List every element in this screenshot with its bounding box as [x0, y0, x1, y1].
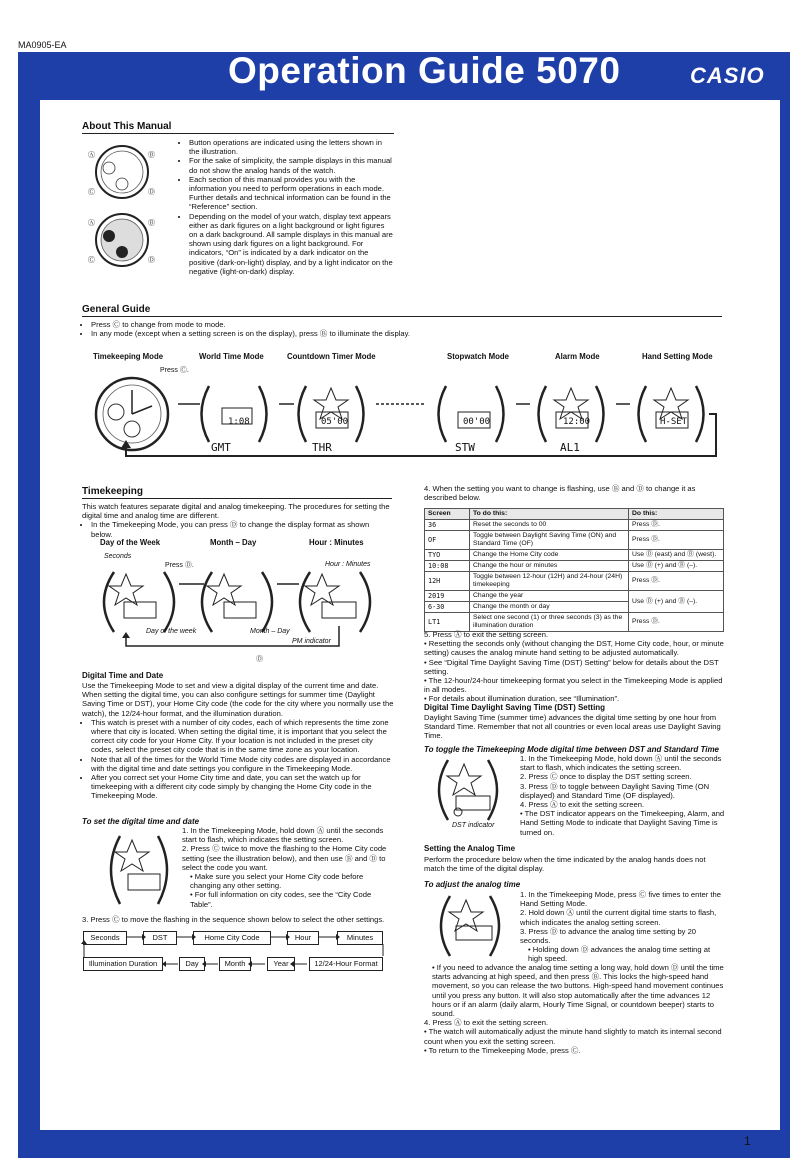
hour-minutes-caption: Hour : Minutes	[325, 561, 371, 568]
month-day-watch-icon	[202, 572, 272, 632]
step4-text: 4. When the setting you want to change is flashing, use Ⓑ and Ⓓ to change it as described below.	[424, 484, 696, 503]
flow-arrows	[80, 930, 390, 972]
format-label-day: Day of the Week	[100, 538, 161, 547]
flow-minutes: Minutes	[337, 931, 383, 945]
svg-text:Ⓐ: Ⓐ	[88, 151, 95, 159]
display-gmt: GMT	[211, 441, 231, 454]
flow-illumination: Illumination Duration	[83, 957, 163, 971]
timekeeping-rule	[82, 498, 392, 499]
toggle-step: 3. Press Ⓓ to toggle between Daylight Saving Time (ON displayed) and Standard Time (OF displayed).	[520, 781, 710, 800]
alarm-watch-icon	[539, 386, 604, 442]
general-item: • In any mode (except when a setting screen is on the display), press Ⓑ to illuminate the display.	[91, 329, 722, 338]
toggle-dst-steps	[520, 754, 726, 837]
after-table-list	[424, 630, 724, 704]
adjust-analog-watch-icon	[430, 892, 510, 960]
flow-seconds: Seconds	[83, 931, 127, 945]
about-item: • For the sake of simplicity, the sample displays in this manual do not show the analog hands of the watch.	[189, 156, 394, 174]
toggle-step: 4. Press Ⓐ to exit the setting screen.	[520, 800, 645, 810]
day-of-week-watch-icon	[104, 572, 174, 632]
format-label-hour-minutes: Hour : Minutes	[309, 538, 364, 547]
step3-text: 3. Press Ⓒ to move the flashing in the sequence shown below to select the other settings.	[82, 915, 385, 924]
countdown-watch-icon	[299, 386, 364, 442]
after-item: • Resetting the seconds only (without changing the DST, Home City code, hour, or minute setting) causes the analog minute hand setting to be adjusted automatically.	[424, 639, 724, 658]
day-of-week-caption: Day of the week	[146, 628, 197, 635]
flow-year: Year	[267, 957, 295, 971]
about-heading: About This Manual	[82, 121, 172, 132]
adjust-item: 4. Press Ⓐ to exit the setting screen.	[424, 1018, 549, 1028]
timekeeping-heading: Timekeeping	[82, 486, 143, 497]
seconds-caption: Seconds	[104, 553, 132, 560]
document-code: MA0905-EA	[18, 40, 67, 50]
toggle-step: 1. In the Timekeeping Mode, hold down Ⓐ until the seconds start to flash, which indicates the setting screen.	[520, 754, 722, 773]
about-item: • Button operations are indicated using the letters shown in the illustration.	[189, 138, 394, 156]
press-d-caption: Press Ⓓ.	[165, 562, 194, 569]
display-world-time: 1:08	[228, 417, 250, 427]
column-header: Do this:	[629, 509, 724, 520]
world-time-watch-icon	[202, 386, 267, 442]
set-step: 1. In the Timekeeping Mode, hold down Ⓐ until the seconds start to flash, which indicates the setting screen.	[182, 826, 384, 845]
dst-indicator-caption: DST indicator	[452, 822, 495, 829]
flow-day: Day	[179, 957, 205, 971]
table-row: LT1 Select one second (1) or three seconds (3) as the illumination duration Press Ⓓ.	[425, 613, 724, 632]
display-stopwatch: 00'00	[463, 417, 491, 427]
digital-time-item: • This watch is preset with a number of city codes, each of which represents the time zone where that city is located. When setting the digital time, it is important that you select the correct city code for your Home City. If your location is not included in the preset city codes, select the preset city code that is in the same time zone as your location.	[91, 718, 394, 755]
mode-label-stopwatch: Stopwatch Mode	[447, 352, 509, 361]
adjust-step-note: • Holding down Ⓓ advances the analog time setting at high speed.	[528, 945, 711, 964]
adjust-item: • The watch will automatically adjust the minute hand slightly to match its internal second count when you exit the setting screen.	[424, 1027, 722, 1046]
set-step: 2. Press Ⓒ twice to move the flashing to the Home City code setting (see the illustration below), and then use Ⓑ and Ⓓ to select the code you want.	[182, 844, 387, 872]
display-alarm: 12:00	[563, 417, 591, 427]
svg-text:Ⓓ: Ⓓ	[148, 188, 155, 196]
after-item: • For details about illumination duration, see “Illumination”.	[424, 694, 620, 704]
page-number: 1	[744, 1134, 751, 1148]
column-header: Screen	[425, 509, 470, 520]
after-item: 5. Press Ⓐ to exit the setting screen.	[424, 630, 549, 639]
dst-body: Daylight Saving Time (summer time) advances the digital time setting by one hour from Standard Time. Remember that not all countries or even local areas use Daylight Saving Time.	[424, 713, 721, 741]
set-step-note: • Make sure you select your Home City code before changing any other setting.	[190, 872, 364, 891]
display-stw: STW	[455, 441, 475, 454]
month-day-caption: Month – Day	[250, 628, 290, 635]
mode-label-countdown: Countdown Timer Mode	[287, 352, 376, 361]
flow-home-city: Home City Code	[193, 931, 271, 945]
timekeeping-watch-icon	[96, 378, 168, 450]
adjust-item: • If you need to advance the analog time setting a long way, hold down Ⓓ until the time starts advancing at high speed, and then press Ⓑ. This locks the high-speed hand movement, so you can release the two buttons. High-speed hand movement continues until you press any button. It will also stop automatically after the time advances 12 hours or if an alarm (daily alarm, Hourly Time Signal, or countdown beeper) starts to sound.	[432, 963, 724, 1019]
display-format-diagram	[84, 566, 394, 652]
svg-text:Ⓒ: Ⓒ	[88, 256, 95, 264]
settings-table	[424, 508, 724, 632]
table-row: 10:08 Change the hour or minutes Use Ⓓ (+) and Ⓑ (–).	[425, 561, 724, 572]
mode-label-world-time: World Time Mode	[199, 352, 264, 361]
press-c-label: Press Ⓒ.	[160, 367, 189, 374]
mode-label-timekeeping: Timekeeping Mode	[93, 352, 164, 361]
pm-indicator-caption: PM indicator	[292, 638, 331, 645]
dst-watch-icon	[428, 756, 508, 826]
adjust-step: 2. Hold down Ⓐ until the current digital time starts to flash, which indicates the analog setting screen.	[520, 908, 717, 927]
d-button-label: Ⓓ	[256, 656, 263, 663]
digital-time-heading: Digital Time and Date	[82, 671, 164, 680]
flow-month: Month	[219, 957, 251, 971]
format-label-month-day: Month – Day	[210, 538, 257, 547]
set-digital-watch-icon	[100, 830, 178, 910]
display-al1: AL1	[560, 441, 580, 454]
toggle-step: • The DST indicator appears on the Timekeeping, Alarm, and Hand Setting Mode to indicate that Daylight Saving Time is turned on.	[520, 809, 725, 837]
page-title: Operation Guide 5070	[228, 50, 621, 91]
after-item: • See “Digital Time Daylight Saving Time (DST) Setting” below for details about the DST setting.	[424, 657, 719, 676]
toggle-dst-heading: To toggle the Timekeeping Mode digital time between DST and Standard Time	[424, 745, 719, 754]
adjust-step: 1. In the Timekeeping Mode, press Ⓒ five times to enter the Hand Setting Mode.	[520, 890, 721, 909]
adjust-step: 3. Press Ⓓ to advance the analog time setting by 20 seconds.	[520, 926, 697, 946]
table-row: 2019 Change the year Use Ⓓ (+) and Ⓑ (–).	[425, 591, 724, 602]
svg-text:Ⓓ: Ⓓ	[148, 256, 155, 264]
hand-setting-watch-icon	[639, 386, 704, 442]
about-watch-illustrations	[84, 140, 160, 274]
general-rule	[82, 316, 722, 317]
flow-dst: DST	[143, 931, 177, 945]
set-digital-steps	[182, 826, 394, 909]
hour-minutes-watch-icon	[300, 572, 370, 632]
about-item: • Each section of this manual provides you with the information you need to perform operations in each mode. Further details and technical information can be found in the “Reference” section.	[189, 175, 394, 212]
analog-body: Perform the procedure below when the time indicated by the analog hands does not match the time of the digital display.	[424, 855, 706, 874]
table-row: TYO Change the Home City code Use Ⓓ (east) and Ⓑ (west).	[425, 550, 724, 561]
display-thr: THR	[312, 441, 332, 454]
timekeeping-intro	[82, 502, 392, 539]
adjust-analog-heading: To adjust the analog time	[424, 880, 521, 889]
adjust-analog-steps	[520, 890, 726, 964]
timekeeping-intro-text: This watch features separate digital and analog timekeeping. The procedures for setting the digital time and analog time are different.	[82, 502, 390, 521]
digital-time-item: • After you correct set your Home City time and date, you can set the watch up for timekeeping with a different city code simply by changing the Home City code in the Timekeeping Mode.	[91, 773, 394, 801]
analog-heading: Setting the Analog Time	[424, 844, 516, 853]
timekeeping-intro-item: • In the Timekeeping Mode, you can press Ⓓ to change the display format as shown below.	[91, 520, 392, 538]
brand-logo: CASIO	[690, 63, 765, 88]
digital-time-item: • Note that all of the times for the World Time Mode city codes are displayed in accordance with the digital time and date settings you configure in the Timekeeping Mode.	[91, 755, 394, 773]
flow-hour: Hour	[287, 931, 319, 945]
table-row: 6-30 Change the month or day	[425, 602, 724, 613]
toggle-step: 2. Press Ⓒ once to display the DST setting screen.	[520, 772, 692, 782]
general-list	[82, 320, 722, 338]
display-hset: H-SET	[660, 417, 688, 427]
about-list	[180, 138, 394, 276]
table-row: 12H Toggle between 12-hour (12H) and 24-hour (24H) timekeeping Press Ⓓ.	[425, 572, 724, 591]
flow-12-24: 12/24-Hour Format	[309, 957, 383, 971]
after-item: • The 12-hour/24-hour timekeeping format you select in the Timekeeping Mode is applied in all modes.	[424, 676, 723, 695]
dst-heading: Digital Time Daylight Saving Time (DST) Setting	[424, 703, 606, 712]
stopwatch-watch-icon	[439, 386, 504, 442]
table-row: 36 Reset the seconds to 00 Press Ⓓ.	[425, 520, 724, 531]
display-countdown: 05'00	[321, 417, 349, 427]
adjust-item: • To return to the Timekeeping Mode, press Ⓒ.	[424, 1045, 581, 1055]
set-step-note: • For full information on city codes, see the “City Code Table”.	[190, 890, 372, 909]
watch-positive-icon	[88, 146, 155, 198]
svg-text:Ⓑ: Ⓑ	[148, 151, 155, 159]
svg-text:Ⓑ: Ⓑ	[148, 219, 155, 227]
adjust-analog-list	[424, 963, 726, 1055]
digital-time-text: Use the Timekeeping Mode to set and view a digital display of the current time and date. When setting the digital time, you can also configure settings for summer time (Daylight Saving Time or DST), your Home City code (the code for the city where you normally use the watch), the 12/24-hour format, and the illumination duration.	[82, 681, 394, 718]
svg-text:Ⓒ: Ⓒ	[88, 188, 95, 196]
table-row: OF Toggle between Daylight Saving Time (ON) and Standard Time (OF) Press Ⓓ.	[425, 531, 724, 550]
watch-negative-icon	[88, 214, 155, 266]
set-digital-heading: To set the digital time and date	[82, 817, 200, 826]
about-rule	[82, 133, 394, 134]
about-item: • Depending on the model of your watch, display text appears either as dark figures on a light background or light figures on a dark background. All sample displays in this manual are shown using dark figures on a light background. For indicators, “On” is indicated by a dark indicator on the positive (dark-on-light) display, and by a light indicator on the negative (light-on-dark) display.	[189, 212, 394, 276]
general-item: • Press Ⓒ to change from mode to mode.	[91, 320, 722, 329]
mode-label-alarm: Alarm Mode	[555, 352, 600, 361]
general-heading: General Guide	[82, 304, 151, 315]
column-header: To do this:	[470, 509, 629, 520]
table-header-row	[425, 509, 724, 520]
digital-time-body	[82, 681, 394, 801]
mode-label-hand-setting: Hand Setting Mode	[642, 352, 713, 361]
svg-text:Ⓐ: Ⓐ	[88, 219, 95, 227]
mode-sequence-diagram	[84, 374, 724, 464]
